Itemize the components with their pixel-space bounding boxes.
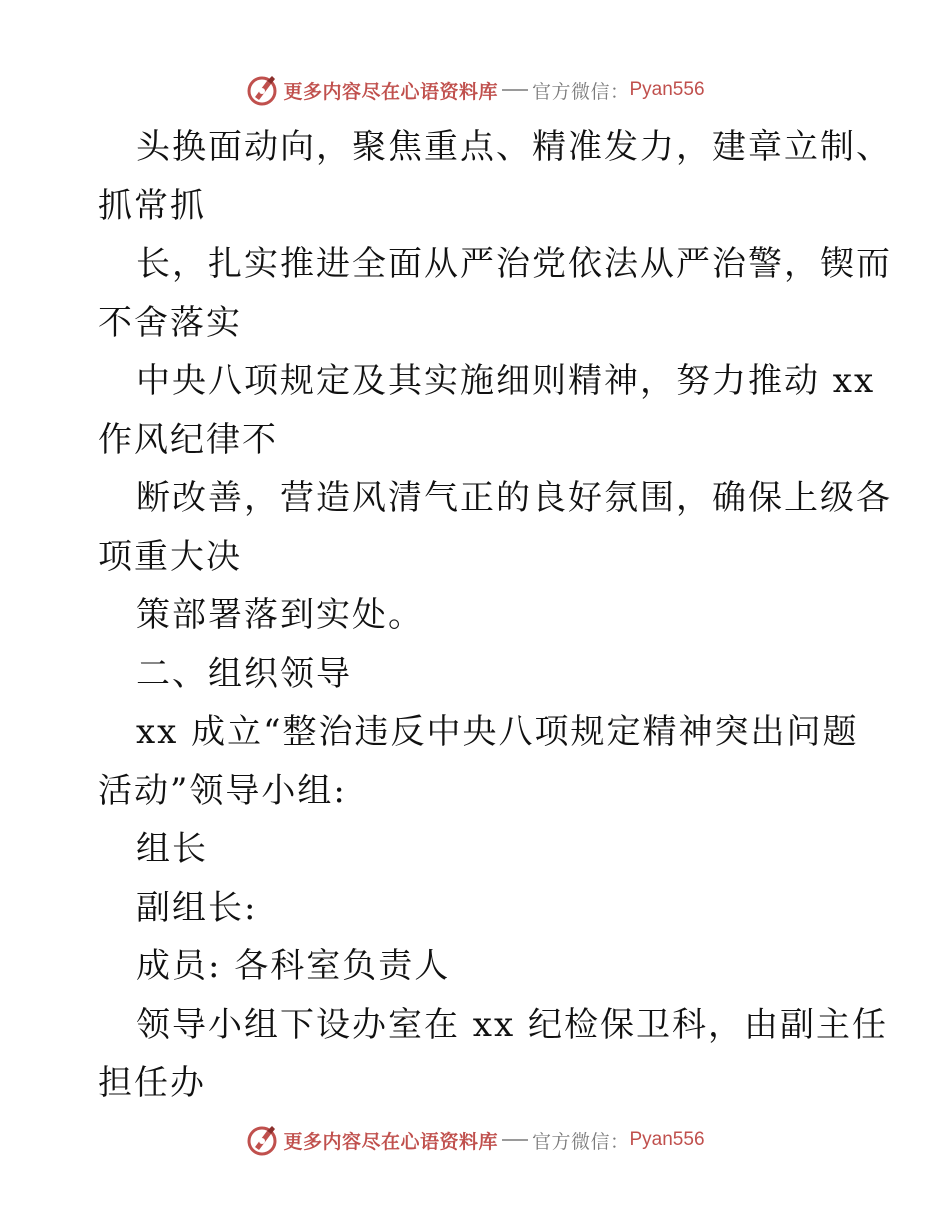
watermark-site-text: 更多内容尽在心语资料库 [283, 1130, 498, 1153]
watermark-site-text: 更多内容尽在心语资料库 [283, 80, 498, 103]
brand-logo-icon [245, 1123, 279, 1157]
body-line: 断改善，营造风清气正的良好氛围，确保上级各 [136, 478, 892, 518]
body-line: 项重大决 [98, 536, 242, 577]
body-line: 抓常抓 [98, 185, 206, 226]
body-line: 不舍落实 [98, 302, 242, 343]
footer-watermark [0, 1120, 950, 1160]
document-body [98, 118, 892, 1113]
body-line: xx 成立“整治违反中央八项规定精神突出问题 [136, 712, 859, 752]
watermark-wechat-label: 官方微信： [531, 1130, 630, 1153]
body-line-members: 成员: 各科室负责人 [136, 946, 451, 986]
header-watermark [0, 70, 950, 110]
watermark-wechat-label: 官方微信： [531, 80, 630, 103]
watermark-wechat-id: Pyan556 [629, 79, 705, 100]
watermark-dash [502, 89, 528, 91]
body-line: 作风纪律不 [98, 419, 278, 460]
body-line: 活动”领导小组: [98, 770, 347, 811]
section-heading: 二、组织领导 [136, 653, 352, 694]
watermark-dash [502, 1139, 528, 1141]
body-line: 中央八项规定及其实施细则精神，努力推动 xx [136, 361, 876, 401]
body-line: 策部署落到实处。 [136, 595, 424, 635]
body-line: 领导小组下设办室在 xx 纪检保卫科，由副主任 [136, 1004, 888, 1045]
body-line-leader: 组长 [136, 829, 208, 869]
body-line: 长，扎实推进全面从严治党依法从严治警，锲而 [136, 244, 892, 284]
brand-logo-icon [245, 73, 279, 107]
watermark-wechat-id: Pyan556 [629, 1129, 705, 1150]
body-line: 头换面动向，聚焦重点、精准发力，建章立制、 [136, 127, 892, 167]
body-line: 担任办 [98, 1063, 206, 1103]
body-line-deputy: 副组长: [136, 887, 258, 928]
